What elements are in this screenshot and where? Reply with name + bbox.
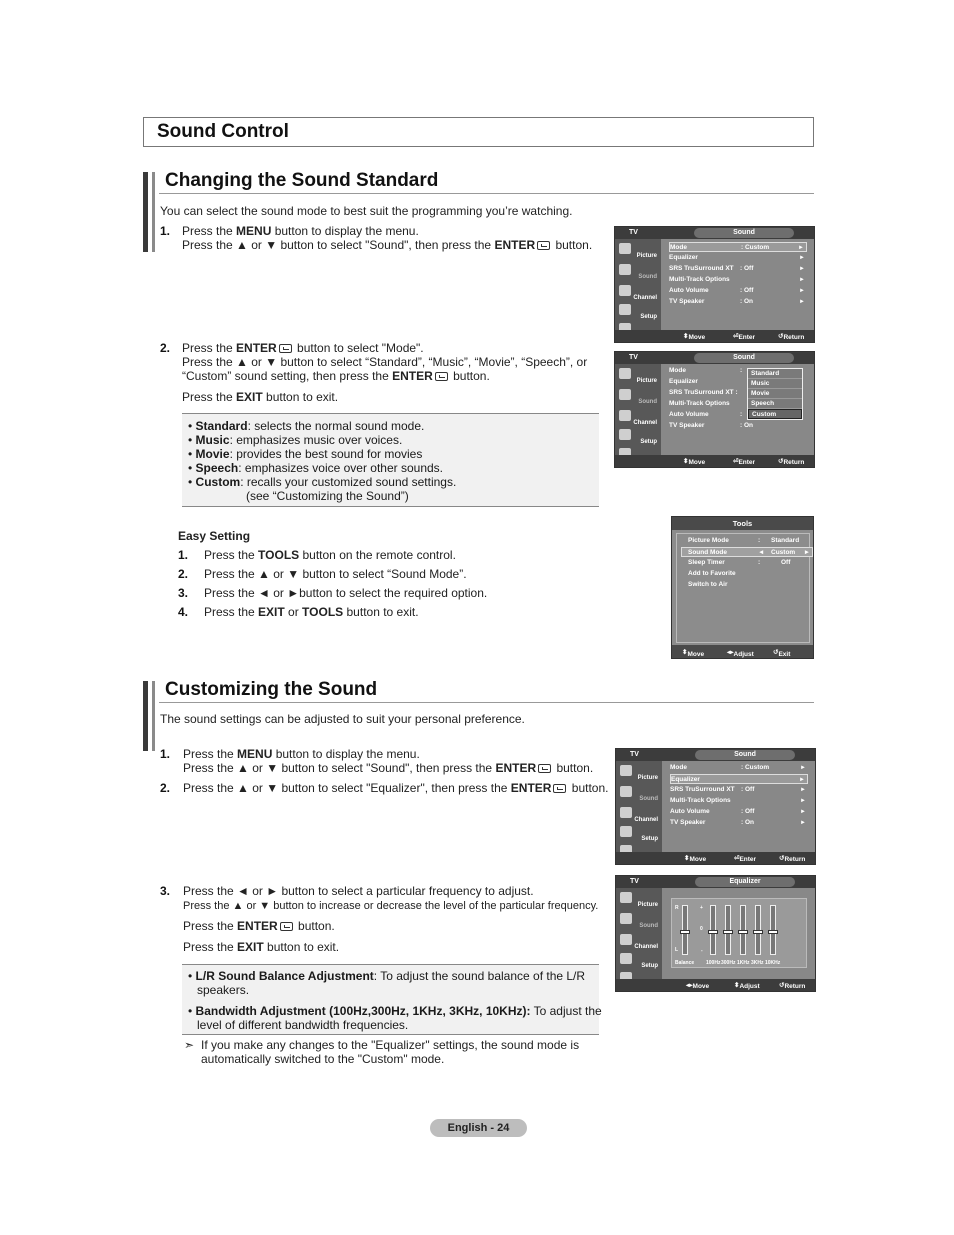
sidebar-item-channel: Channel	[618, 805, 660, 823]
note-arrow-icon: ➣	[184, 1038, 195, 1052]
easy-step: Press the ◄ or ►button to select the required option.	[204, 586, 488, 600]
balance-slider	[682, 905, 688, 955]
heading-bar	[143, 681, 148, 751]
menu-row-selected: Equalizer ►	[670, 774, 808, 784]
eq-slider-3khz	[755, 905, 761, 955]
channel-icon	[619, 410, 631, 421]
slider-knob	[708, 930, 718, 934]
tv-screen-sound-menu	[614, 226, 815, 343]
menu-row: Equalizer	[669, 378, 698, 385]
sidebar-item-channel: Channel	[617, 283, 659, 301]
move-hint: ⬍ Move	[682, 649, 705, 658]
step-line: Press the EXIT button to exit.	[182, 390, 339, 404]
eq-label-r: R	[675, 905, 679, 911]
slider-knob	[723, 930, 733, 934]
sound-icon	[620, 913, 632, 924]
bullet-item: • Movie: provides the best sound for movies	[188, 447, 423, 461]
enter-icon	[537, 241, 550, 250]
tv-menu-list	[663, 239, 814, 330]
easy-step: Press the ▲ or ▼ button to select “Sound Mode”.	[204, 567, 467, 581]
eq-band-label: 10KHz	[765, 960, 781, 966]
popup-option: Standard	[748, 369, 802, 379]
bullet-continuation: (see “Customizing the Sound”)	[246, 489, 409, 503]
sidebar-item-picture: Picture	[618, 763, 660, 781]
note-text: If you make any changes to the "Equalizer" settings, the sound mode is	[201, 1038, 580, 1052]
bullet-item: • L/R Sound Balance Adjustment: To adjust the sound balance of the L/R	[188, 969, 586, 983]
enter-icon	[279, 344, 292, 353]
sidebar-item-setup: Setup	[617, 302, 659, 320]
step-line: Press the ▲ or ▼ button to select "Sound", then press the ENTER button.	[182, 238, 593, 252]
slider-knob	[738, 930, 748, 934]
tv-screen-equalizer	[615, 875, 816, 992]
menu-title: Sound	[694, 228, 794, 238]
tools-row-selected: Sound Mode ◄ Custom ►	[681, 547, 813, 557]
menu-row: Multi-Track Options ►	[670, 797, 806, 804]
tv-screen-mode-popup	[614, 351, 815, 468]
intro-text: The sound settings can be adjusted to suit your personal preference.	[160, 712, 525, 726]
menu-row: Mode : Custom ►	[670, 764, 806, 771]
tv-bottom-bar	[616, 852, 815, 864]
slider-knob	[768, 930, 778, 934]
tv-screen-tools	[671, 516, 814, 659]
step-number: 1.	[178, 548, 189, 562]
enter-hint: ⏎ Enter	[733, 458, 756, 466]
menu-row: SRS TruSurround XT : Off ►	[669, 265, 805, 272]
step-line: Press the ▲ or ▼ button to select "Sound", then press the ENTER button.	[183, 761, 594, 775]
heading-bar-light	[152, 172, 155, 252]
menu-row: SRS TruSurround XT :	[669, 389, 738, 396]
menu-row: TV Speaker : On ►	[670, 819, 806, 826]
menu-row: Auto Volume : Off ►	[670, 808, 806, 815]
setup-icon	[620, 953, 632, 964]
return-hint: ↺ Return	[779, 855, 806, 863]
heading-changing-sound-standard: Changing the Sound Standard	[165, 170, 439, 191]
tv-menu-list	[663, 364, 814, 455]
step-line: Press the EXIT button to exit.	[183, 940, 340, 954]
tools-row: Sleep Timer : Off	[688, 559, 791, 566]
popup-option-selected: Custom	[748, 409, 802, 419]
channel-icon	[619, 285, 631, 296]
sound-icon	[619, 389, 631, 400]
tv-title-bar: TV Sound	[615, 352, 814, 364]
channel-icon	[620, 934, 632, 945]
mode-bullet-box	[182, 413, 599, 507]
tv-bottom-bar	[615, 455, 814, 467]
enter-icon	[553, 784, 566, 793]
eq-slider-10khz	[770, 905, 776, 955]
tools-row: Add to Favorite	[688, 570, 736, 577]
step-number: 1.	[160, 747, 171, 761]
menu-row: Mode :	[669, 367, 743, 374]
menu-row: Multi-Track Options ►	[669, 276, 805, 283]
step-line: Press the ▲ or ▼ button to select "Equalizer", then press the ENTER button.	[183, 781, 609, 795]
step-number: 2.	[160, 341, 171, 355]
sidebar-item-setup: Setup	[617, 427, 659, 445]
bullet-item: • Bandwidth Adjustment (100Hz,300Hz, 1KHz, 3KHz, 10KHz): To adjust the	[188, 1004, 602, 1018]
eq-label-zero: 0	[700, 926, 703, 932]
sound-icon	[620, 786, 632, 797]
tv-label: TV	[629, 229, 638, 236]
tv-sidebar	[615, 364, 661, 455]
eq-band-label: 1KHz	[737, 960, 750, 966]
picture-icon	[620, 765, 632, 776]
eq-label-l: L	[675, 947, 679, 953]
eq-label-plus: +	[700, 905, 703, 911]
slider-knob	[680, 930, 690, 934]
tools-bottom-bar	[672, 645, 813, 658]
tv-sidebar	[616, 761, 662, 852]
setup-icon	[619, 429, 631, 440]
bullet-item: • Speech: emphasizes voice over other sounds.	[188, 461, 444, 475]
mode-popup	[747, 368, 803, 420]
step-line: Press the ▲ or ▼ button to increase or decrease the level of the particular frequency.	[183, 900, 599, 912]
eq-band-label: 300Hz	[721, 960, 736, 966]
bullet-item: • Standard: selects the normal sound mode.	[188, 419, 425, 433]
eq-slider-1khz	[740, 905, 746, 955]
tools-panel	[676, 533, 810, 643]
sidebar-item-channel: Channel	[617, 408, 659, 426]
menu-row: TV Speaker : On ►	[669, 298, 805, 305]
step-number: 2.	[160, 781, 171, 795]
move-hint: ⬍ Move	[684, 855, 707, 863]
sidebar-item-picture: Picture	[618, 890, 660, 908]
sidebar-item-picture: Picture	[617, 241, 659, 259]
heading-rule	[159, 702, 814, 703]
menu-row: Auto Volume :	[669, 411, 743, 418]
heading-rule	[159, 193, 814, 194]
section-title: Sound Control	[157, 121, 289, 142]
tv-menu-list	[664, 761, 815, 852]
enter-icon	[280, 922, 293, 931]
move-hint: ⬍ Move	[683, 333, 706, 341]
equalizer-panel	[664, 888, 815, 979]
tv-screen-sound-menu-equalizer	[615, 748, 816, 865]
step-line: Press the MENU button to display the menu.	[183, 747, 420, 761]
channel-icon	[620, 807, 632, 818]
tv-title-bar	[615, 227, 814, 239]
heading-customizing-sound: Customizing the Sound	[165, 679, 378, 700]
equalizer-area	[671, 898, 807, 968]
exit-hint: ↺ Exit	[773, 649, 791, 658]
tv-title-bar: TV Sound	[616, 749, 815, 761]
step-number: 3.	[178, 586, 189, 600]
tv-bottom-bar	[615, 330, 814, 342]
step-line: Press the ENTER button to select "Mode".	[182, 341, 424, 355]
section-title-box	[143, 117, 814, 147]
heading-bar	[143, 172, 148, 252]
bullet-continuation: speakers.	[197, 983, 250, 997]
step-number: 3.	[160, 884, 171, 898]
return-hint: ↺ Return	[778, 333, 805, 341]
picture-icon	[619, 368, 631, 379]
equalizer-bullet-box	[182, 964, 602, 1035]
return-hint: ↺ Return	[779, 982, 806, 990]
eq-label-balance: Balance	[675, 960, 695, 966]
picture-icon	[619, 243, 631, 254]
step-line: Press the MENU button to display the menu.	[182, 224, 419, 238]
step-line: Press the ▲ or ▼ button to select “Standard”, “Music”, “Movie”, “Speech”, or	[182, 355, 588, 369]
adjust-hint: ◂▸ Adjust	[727, 649, 754, 658]
enter-hint: ⏎ Enter	[734, 855, 757, 863]
return-hint: ↺ Return	[778, 458, 805, 466]
menu-row: SRS TruSurround XT : Off ►	[670, 786, 806, 793]
popup-option: Music	[748, 379, 802, 389]
menu-row: Auto Volume : Off ►	[669, 287, 805, 294]
tv-sidebar	[615, 239, 661, 330]
enter-hint: ⏎ Enter	[733, 333, 756, 341]
bullet-item: • Custom: recalls your customized sound settings.	[188, 475, 457, 489]
step-number: 4.	[178, 605, 189, 619]
bullet-item: • Music: emphasizes music over voices.	[188, 433, 403, 447]
sidebar-item-setup: Setup	[618, 824, 660, 842]
note-text: automatically switched to the "Custom" mode.	[201, 1052, 445, 1066]
step-line: “Custom” sound setting, then press the ENTER button.	[182, 369, 490, 383]
enter-icon	[538, 764, 551, 773]
move-hint: ⬍ Move	[683, 458, 706, 466]
sound-icon	[619, 264, 631, 275]
picture-icon	[620, 892, 632, 903]
bullet-continuation: level of different bandwidth frequencies.	[197, 1018, 409, 1032]
adjust-hint: ⬍ Adjust	[734, 982, 760, 990]
tv-title-bar: TV Equalizer	[616, 876, 815, 888]
step-line: Press the ◄ or ► button to select a particular frequency to adjust.	[183, 884, 534, 898]
eq-slider-300hz	[725, 905, 731, 955]
sidebar-item-sound: Sound	[618, 784, 660, 802]
sidebar-item-sound: Sound	[618, 911, 660, 929]
sidebar-item-setup: Setup	[618, 951, 660, 969]
sidebar-item-channel: Channel	[618, 932, 660, 950]
menu-row: TV Speaker : On	[669, 422, 753, 429]
enter-icon	[435, 372, 448, 381]
setup-icon	[619, 304, 631, 315]
popup-option: Speech	[748, 399, 802, 409]
heading-bar-light	[152, 681, 155, 751]
step-line: Press the ENTER button.	[183, 919, 335, 933]
tv-bottom-bar	[616, 979, 815, 991]
slider-knob	[753, 930, 763, 934]
tools-row: Switch to Air	[688, 581, 728, 588]
step-number: 1.	[160, 224, 171, 238]
step-number: 2.	[178, 567, 189, 581]
eq-band-label: 100Hz	[706, 960, 721, 966]
menu-row: Equalizer ►	[669, 254, 805, 261]
menu-row: Multi-Track Options	[669, 400, 730, 407]
tv-sidebar	[616, 888, 662, 979]
tools-row: Picture Mode : Standard	[688, 537, 800, 544]
eq-label-minus: -	[701, 948, 703, 954]
sidebar-item-sound: Sound	[617, 262, 659, 280]
easy-setting-title: Easy Setting	[178, 529, 251, 543]
sidebar-item-sound: Sound	[617, 387, 659, 405]
setup-icon	[620, 826, 632, 837]
intro-text: You can select the sound mode to best suit the programming you’re watching.	[160, 204, 573, 218]
eq-slider-100hz	[710, 905, 716, 955]
sidebar-item-picture: Picture	[617, 366, 659, 384]
popup-option: Movie	[748, 389, 802, 399]
tools-title: Tools	[672, 517, 813, 530]
move-hint: ◂▸ Move	[686, 982, 710, 990]
menu-row: Mode : Custom ►	[669, 242, 807, 252]
easy-step: Press the TOOLS button on the remote control.	[204, 548, 456, 562]
eq-band-label: 3KHz	[751, 960, 764, 966]
page-number-badge: English - 24	[430, 1119, 527, 1137]
easy-step: Press the EXIT or TOOLS button to exit.	[204, 605, 419, 619]
